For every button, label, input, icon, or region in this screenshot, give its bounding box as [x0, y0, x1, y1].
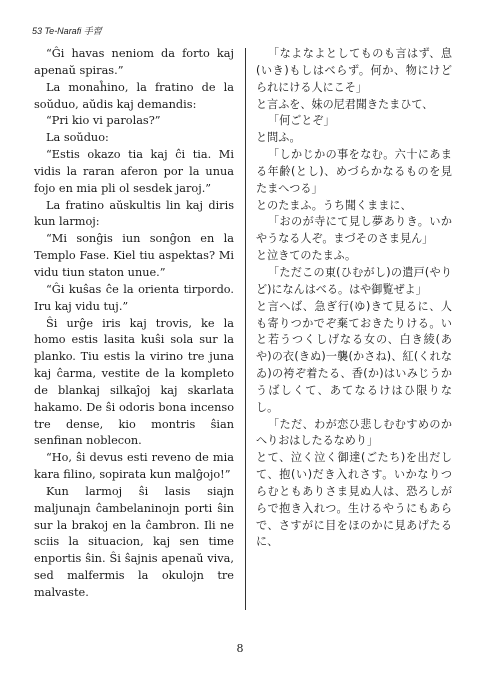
esperanto-column	[34, 46, 234, 602]
running-header: 53 Te-Narafi 手習	[32, 26, 102, 36]
column-divider	[245, 48, 246, 610]
esperanto-paragraph: La soŭduo:	[46, 131, 109, 145]
esperanto-paragraph: “Estis okazo tia kaj ĉi tia. Mi vidis la raran aferon por la unua fojo en mia pli ol sesdek jaroj.”	[34, 148, 234, 195]
esperanto-paragraph: Kun larmoj ŝi lasis siajn maljunajn ĉambelaninojn porti ŝin sur la brakoj en la ĉambron. Ili ne sciis la situacion, kaj sen time enportis ŝin. Ŝi ŝajnis apenaŭ viva, sed malfermis la okulojn tre malvaste.	[34, 484, 234, 599]
esperanto-paragraph: “Mi sonĝis iun sonĝon en la Templo Fase. Kiel tiu aspektas? Mi vidu tiun staton unue.”	[34, 232, 234, 279]
japanese-paragraph: 「ただこの東(ひむがし)の遣戸(やりど)になんはべる。はや御覧ぜよ」	[256, 265, 452, 296]
japanese-column	[256, 46, 452, 551]
esperanto-paragraph: “Ho, ŝi devus esti reveno de mia kara filino, sopirata kun malĝojo!”	[34, 451, 234, 482]
japanese-paragraph: と言へば、急ぎ行(ゆ)きて見るに、人も寄りつかでぞ棄ておきたりける。いと若うつくしげなる女の、白き綾(あや)の衣(きぬ)一襲(かさね)、紅(くれなゐ)の袴ぞ着たる、香(か)はいみじうかうばしくて、あてなるけはひ限りなし。	[256, 299, 452, 414]
japanese-paragraph: 「おのが寺にて見し夢ありき。いかやうなる人ぞ。まづそのさま見ん」	[256, 215, 452, 246]
page-number: 8	[236, 642, 244, 655]
japanese-paragraph: 「ただ、わが恋ひ悲しむむすめのかへりおはしたるなめり」	[256, 417, 452, 448]
japanese-paragraph: と泣きてのたまふ。	[256, 249, 357, 263]
japanese-paragraph: と言ふを、妹の尼君聞きたまひて、	[256, 97, 434, 111]
esperanto-paragraph: Ŝi urĝe iris kaj trovis, ke la homo estis lasita kuŝi sola sur la planko. Tiu estis la virino tre juna kaj ĉarma, vestite de la kompleto de blankaj silkaĵoj kaj skarlata hakamo. De ŝi odoris bona incenso tre dense, kio montris ŝian senfinan noblecon.	[34, 316, 234, 448]
esperanto-paragraph: La monaĥino, la fratino de la soŭduo, aŭdis kaj demandis:	[34, 80, 234, 111]
esperanto-paragraph: “Ĝi kuŝas ĉe la orienta tirpordo. Iru kaj vidu tuj.”	[34, 282, 234, 313]
japanese-paragraph: と問ふ。	[256, 131, 301, 145]
esperanto-paragraph: “Pri kio vi parolas?”	[46, 114, 161, 128]
japanese-paragraph: 「何ごとぞ」	[268, 114, 335, 128]
japanese-paragraph: とて、泣く泣く御達(ごたち)を出だして、抱(い)だき入れさす。いかなりつらむともありさま見ぬ人は、恐ろしがらで抱き入れつ。生けるやうにもあらで、さすがに目をほのかに見あげたるに、	[256, 451, 452, 549]
japanese-paragraph: 「しかじかの事をなむ。六十にあまる年齢(とし)、めづらかなるものを見たまへつる」	[256, 148, 452, 195]
japanese-paragraph: 「なよなよとしてものも言はず、息(いき)もしはべらず。何か、物にけどられにける人にこそ」	[256, 47, 452, 94]
esperanto-paragraph: “Ĝi havas neniom da forto kaj apenaŭ spiras.”	[34, 47, 234, 77]
esperanto-paragraph: La fratino aŭskultis lin kaj diris kun larmoj:	[34, 198, 234, 229]
japanese-paragraph: とのたまふ。うち聞くままに、	[256, 198, 412, 212]
